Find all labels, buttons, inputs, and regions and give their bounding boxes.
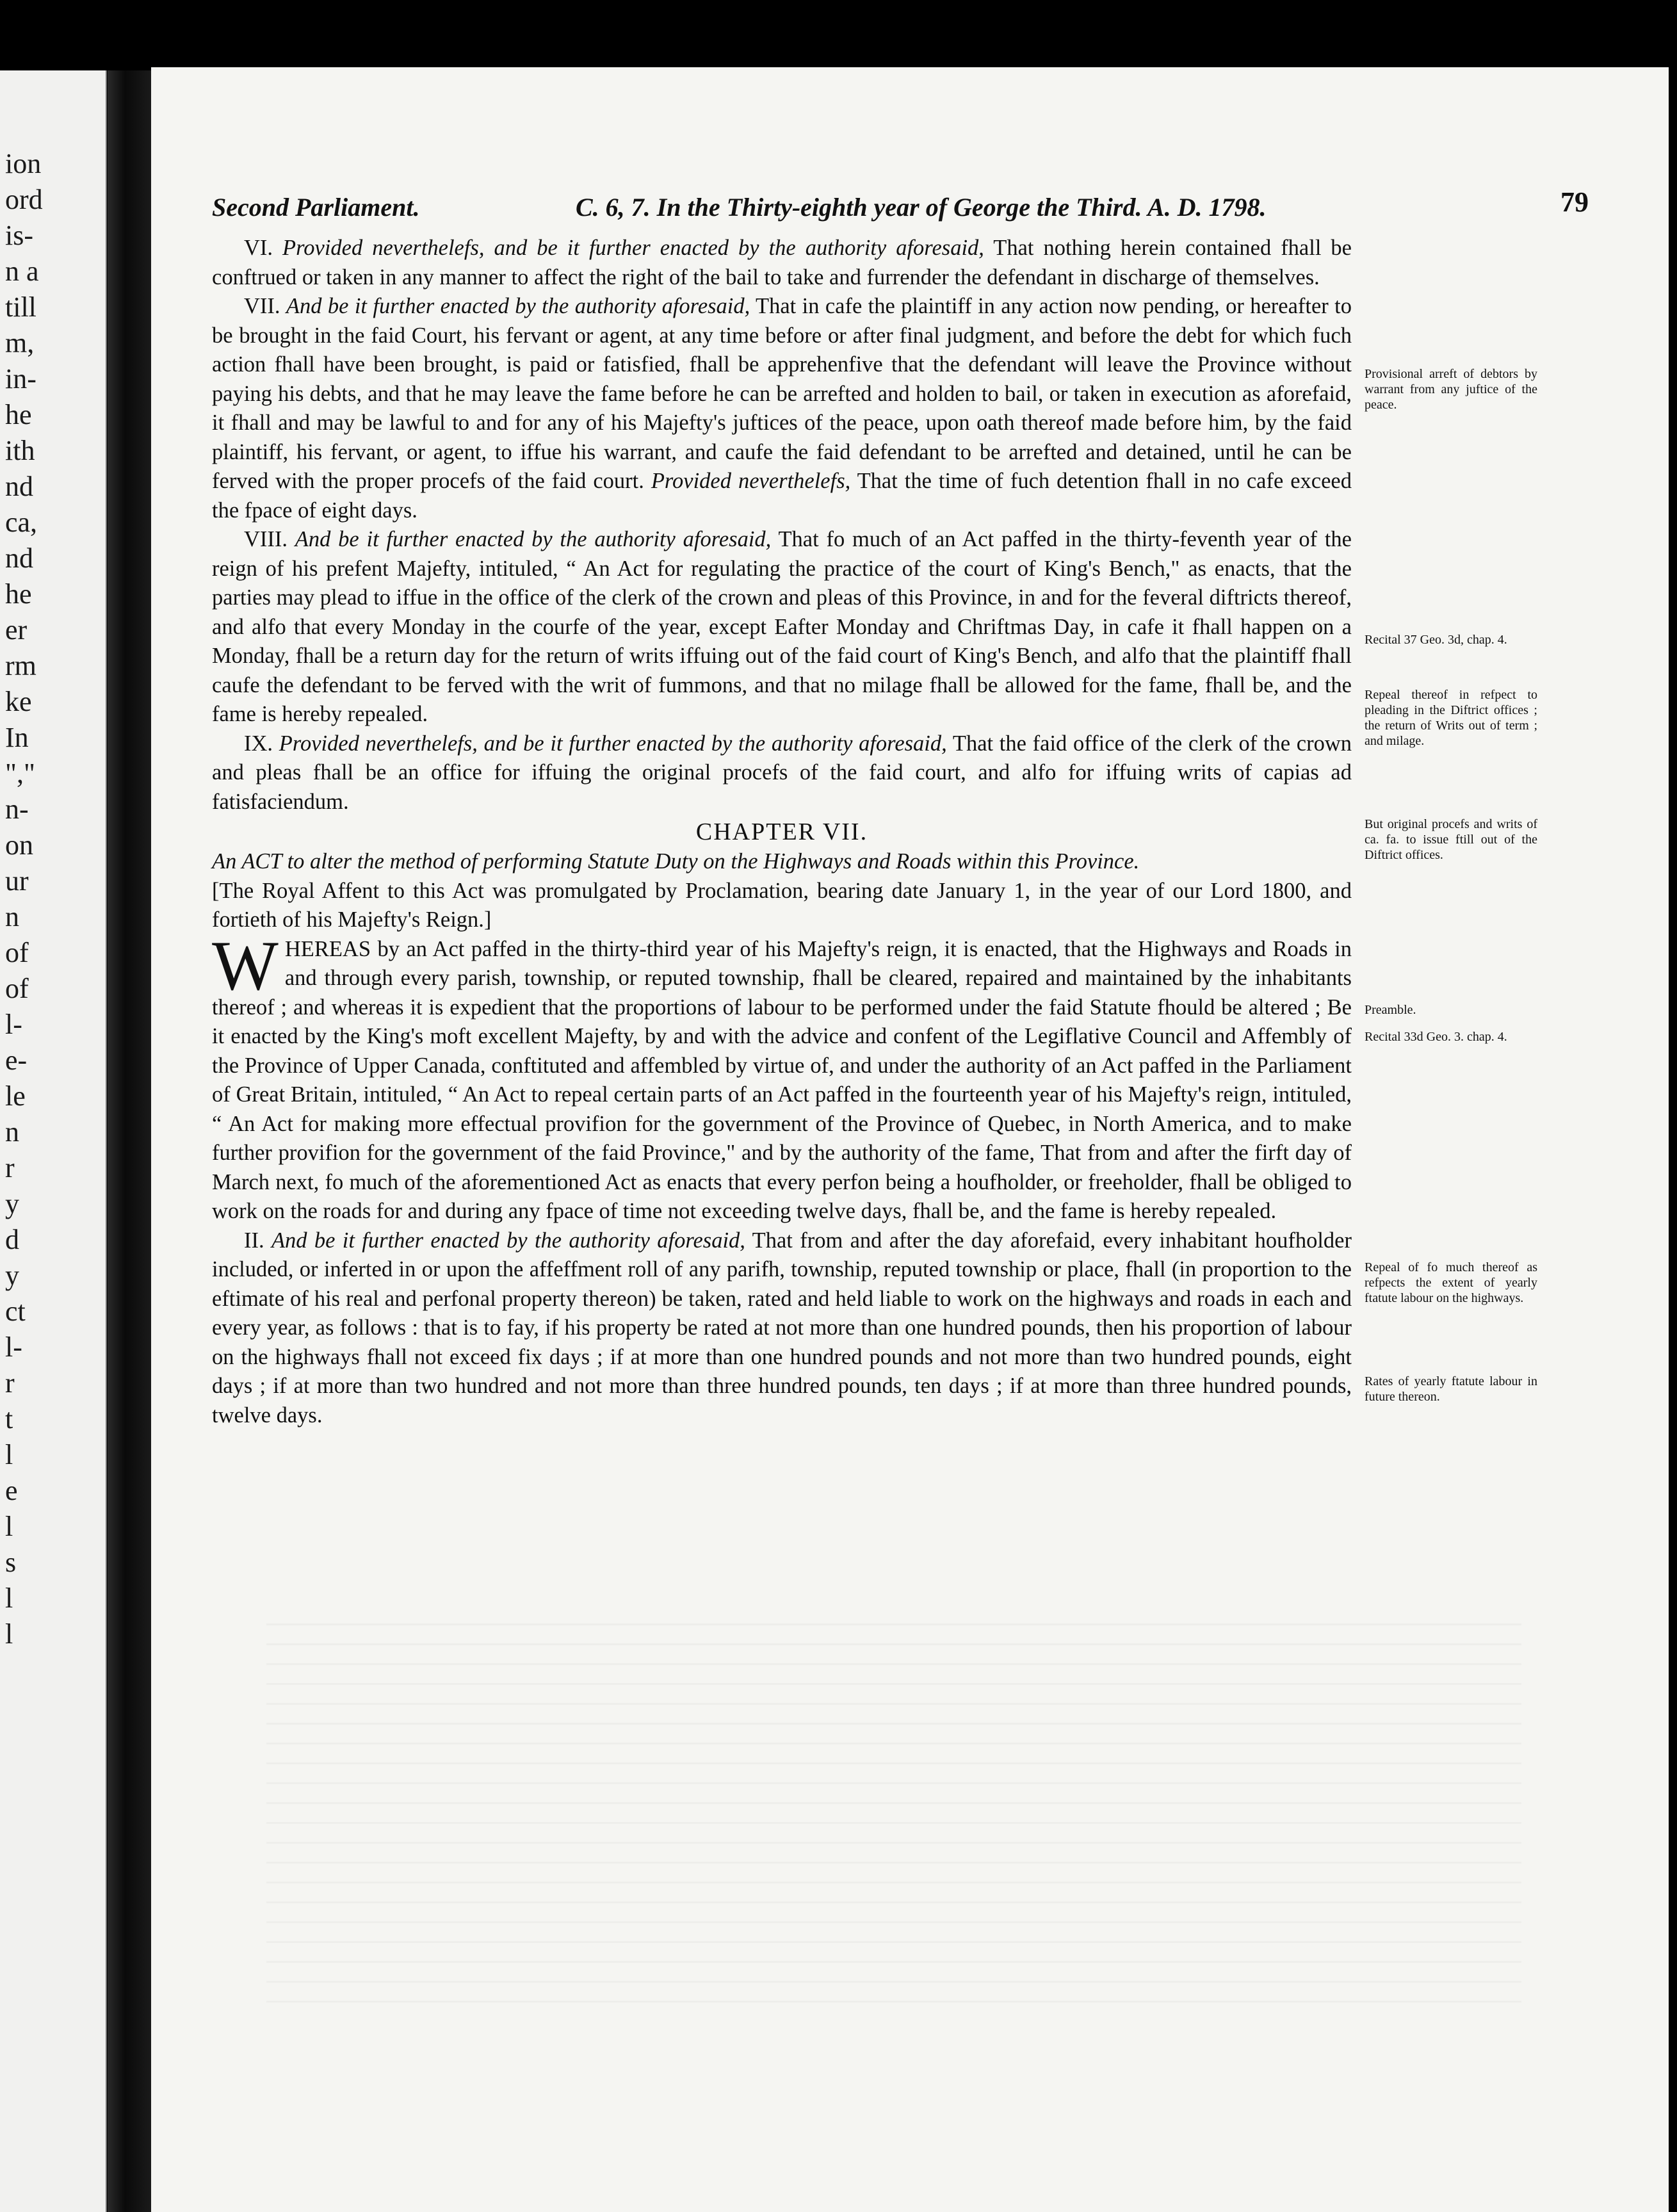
page-number: 79: [1560, 186, 1589, 218]
left-page-fragment: d: [5, 1224, 19, 1255]
section-8: [212, 525, 1352, 729]
left-page-fragment: e-: [5, 1045, 28, 1076]
left-page-fragment: r: [5, 1367, 15, 1399]
left-page-fragment: er: [5, 614, 28, 646]
section-2: [212, 1226, 1352, 1431]
left-page-fragment: n: [5, 901, 19, 932]
left-facing-page-strip: [0, 70, 107, 2212]
margin-notes: [1365, 67, 1672, 2212]
left-page-fragment: l: [5, 1511, 13, 1542]
left-page-fragment: ke: [5, 686, 32, 717]
document-page: [151, 67, 1669, 2212]
left-page-fragment: l-: [5, 1331, 22, 1363]
section-number: VI.: [244, 236, 273, 260]
enacting-clause: And be it further enacted by the authority aforesaid,: [295, 527, 772, 551]
left-page-fragment: t: [5, 1403, 13, 1435]
left-page-fragment: n a: [5, 256, 39, 287]
drop-cap: W: [212, 926, 279, 1005]
left-page-fragment: till: [5, 291, 36, 323]
left-page-fragment: le: [5, 1080, 26, 1112]
left-page-fragment: of: [5, 937, 29, 968]
left-page-fragment: he: [5, 399, 32, 430]
margin-note: Rates of yearly ftatute labour in future thereon.: [1365, 1374, 1537, 1404]
left-page-fragment: ith: [5, 435, 35, 466]
left-page-fragment: y: [5, 1260, 19, 1291]
margin-note: Provisional arreft of debtors by warrant from any juftice of the peace.: [1365, 367, 1537, 412]
left-page-fragment: ord: [5, 184, 43, 215]
body-text: [212, 234, 1352, 1430]
left-page-fragment: nd: [5, 471, 33, 502]
left-page-fragment: rm: [5, 650, 36, 681]
left-page-fragment: n-: [5, 793, 29, 825]
margin-note: But original procefs and writs of ca. fa. to issue ftill out of the Diftrict offices.: [1365, 817, 1537, 862]
left-page-fragment: he: [5, 578, 32, 610]
margin-note: Recital 33d Geo. 3. chap. 4.: [1365, 1030, 1507, 1044]
left-page-fragment: l: [5, 1582, 13, 1614]
section-number: IX.: [244, 731, 273, 756]
left-page-fragment: ct: [5, 1296, 26, 1327]
left-page-fragment: l: [5, 1439, 13, 1470]
proviso: Provided neverthelefs,: [651, 469, 851, 493]
section-number: VII.: [244, 294, 280, 318]
left-page-fragment: of: [5, 973, 29, 1004]
left-page-fragment: y: [5, 1188, 19, 1219]
left-page-fragment: nd: [5, 542, 33, 574]
enacting-clause: And be it further enacted by the authority aforesaid,: [286, 294, 750, 318]
section-text: That from and after the day aforefaid, every inhabitant houfholder included, or inferted in or upon the affeffment roll of any parifh, township, reputed township or place, fhall (in proportion to the eftimate of his real and perfonal property thereon) be taken, rated and held liable to work on the highways and roads in each and every year, as follows : that is to fay, if his property be rated at not more than one hundred pounds, then his proportion of labour on the highways fhall not exceed fix days ; if at more than one hundred pounds and not more than two hundred pounds, eight days ; if at more than two hundred and not more than three hundred pounds, ten days ; if at more than three hundred pounds, twelve days.: [212, 1228, 1352, 1427]
section-6: [212, 234, 1352, 292]
margin-note: Recital 37 Geo. 3d, chap. 4.: [1365, 633, 1507, 647]
left-page-fragment: l: [5, 1618, 13, 1650]
margin-note: Repeal of fo much thereof as refpects the extent of yearly ftatute labour on the highways.: [1365, 1260, 1537, 1305]
left-page-fragment: ca,: [5, 507, 38, 538]
left-page-fragment: ion: [5, 148, 42, 179]
section-number: VIII.: [244, 527, 288, 551]
section-text: That fo much of an Act paffed in the thirty-feventh year of the reign of his prefent Majefty, intituled, “ An Act for regulating the practice of the court of King's Bench," as enacts, that the parties may plead to iffue in the office of the clerk of the crown and pleas of this Province, in and for the feveral diftricts thereof, and alfo that every Monday in the courfe of the year, except Eafter Monday and Chriftmas Day, in cafe it fhall happen on a Monday, fhall be a return day for the return of writs iffuing out of the faid court of King's Bench, and alfo that the plaintiff fhall caufe the defendant to be ferved with the writ of fummons, and that no milage fhall be allowed for the fame, fhall be, and the fame is hereby repealed.: [212, 527, 1352, 726]
left-page-fragment: e: [5, 1475, 18, 1506]
left-page-fragment: in-: [5, 363, 36, 394]
section-7: [212, 292, 1352, 525]
preamble: [212, 926, 1352, 1226]
section-number: II.: [244, 1228, 264, 1253]
binding-gutter: [108, 70, 151, 2212]
left-page-fragment: s: [5, 1547, 17, 1578]
act-title: An ACT to alter the method of performing Statute Duty on the Highways and Roads within this Province.: [212, 849, 1140, 874]
left-page-fragment: ur: [5, 865, 29, 897]
section-text: That the faid office of the clerk of the crown and pleas fhall be an office for iffuing the original procefs of the faid court, and alfo for iffuing writs of capias ad fatisfaciendum.: [212, 731, 1352, 814]
section-text: That in cafe the plaintiff in any action now pending, or hereafter to be brought in the faid Court, his fervant or agent, at any time before or after final judgment, and before the debt for which fuch action fhall have been brought, is paid or fatisfied, fhall be apprehenfive that the defendant will leave the Province without paying his debts, and that he may leave the fame before he can be arrefted and holden to bail, or taken in execution as aforefaid, it fhall and may be lawful to and for any of his Majefty's juftices of the peace, upon oath thereof made before him, by the faid plaintiff, his fervant, or agent, to iffue his warrant, and caufe the faid defendant to be arrefted and detained, until he can be ferved with the proper procefs of the faid court.: [212, 294, 1352, 493]
left-page-fragment: m,: [5, 327, 35, 359]
section-text-tail: That the time of fuch detention fhall in no cafe exceed the fpace of eight days.: [212, 469, 1352, 523]
section-9: [212, 729, 1352, 817]
header-chapter-info: C. 6, 7. In the Thirty-eighth year of George the Third. A. D. 1798.: [576, 193, 1267, 222]
margin-note: Repeal thereof in refpect to pleading in the Diftrict offices ; the return of Writs out of term ; and milage.: [1365, 688, 1537, 748]
enacting-clause: And be it further enacted by the authority aforesaid,: [271, 1228, 745, 1253]
chapter-heading: CHAPTER VII.: [695, 818, 868, 845]
bleed-through-texture: [266, 1623, 1521, 2021]
margin-note: Preamble.: [1365, 1003, 1416, 1017]
left-page-fragment: l-: [5, 1009, 22, 1040]
left-page-fragment: is-: [5, 220, 33, 251]
left-page-fragment: ",": [5, 758, 35, 789]
header-parliament: Second Parliament.: [212, 193, 420, 222]
section-text: That nothing herein contained fhall be conftrued or taken in any manner to affect the right of the bail to take and furrender the defendant in discharge of themselves.: [212, 236, 1352, 289]
left-page-fragment: r: [5, 1152, 15, 1183]
preamble-text: HEREAS by an Act paffed in the thirty-third year of his Majefty's reign, it is enacted, that the Highways and Roads in and through every parish, township, or reputed township, fhall be cleared, repaired and maintained by the inhabitants thereof ; and whereas it is expedient that the proportions of labour to be performed under the faid Statute fhould be altered ; Be it enacted by the King's moft excellent Majefty, by and with the advice and confent of the Legiflative Council and Affembly of the Province of Upper Canada, conftituted and affembled by virtue of, and under the authority of an Act paffed in the Parliament of Great Britain, intituled, “ An Act to repeal certain parts of an Act paffed in the fourteenth year of his Majefty's reign, intituled, “ An Act for making more effectual provifion for the government of the Province of Quebec, in North America, and to make further provifion for the government of the faid Province," and by the authority of the fame, That from and after the firft day of March next, fo much of the aforementioned Act as enacts that every perfon being a houfholder, or freeholder, fhall be obliged to work on the roads for and during any fpace of time not exceeding twelve days, fhall be, and the fame is hereby repealed.: [212, 936, 1352, 1223]
enacting-clause: Provided neverthelefs, and be it further enacted by the authority aforesaid,: [279, 731, 947, 756]
left-page-fragment: In: [5, 722, 29, 753]
royal-assent-note: [The Royal Affent to this Act was promulgated by Proclamation, bearing date January 1, in the year of our Lord 1800, and fortieth of his Majefty's Reign.]: [212, 878, 1352, 932]
left-page-fragment: n: [5, 1116, 19, 1148]
enacting-clause: Provided neverthelefs, and be it further enacted by the authority aforesaid,: [282, 236, 984, 260]
left-page-fragment: on: [5, 829, 33, 861]
